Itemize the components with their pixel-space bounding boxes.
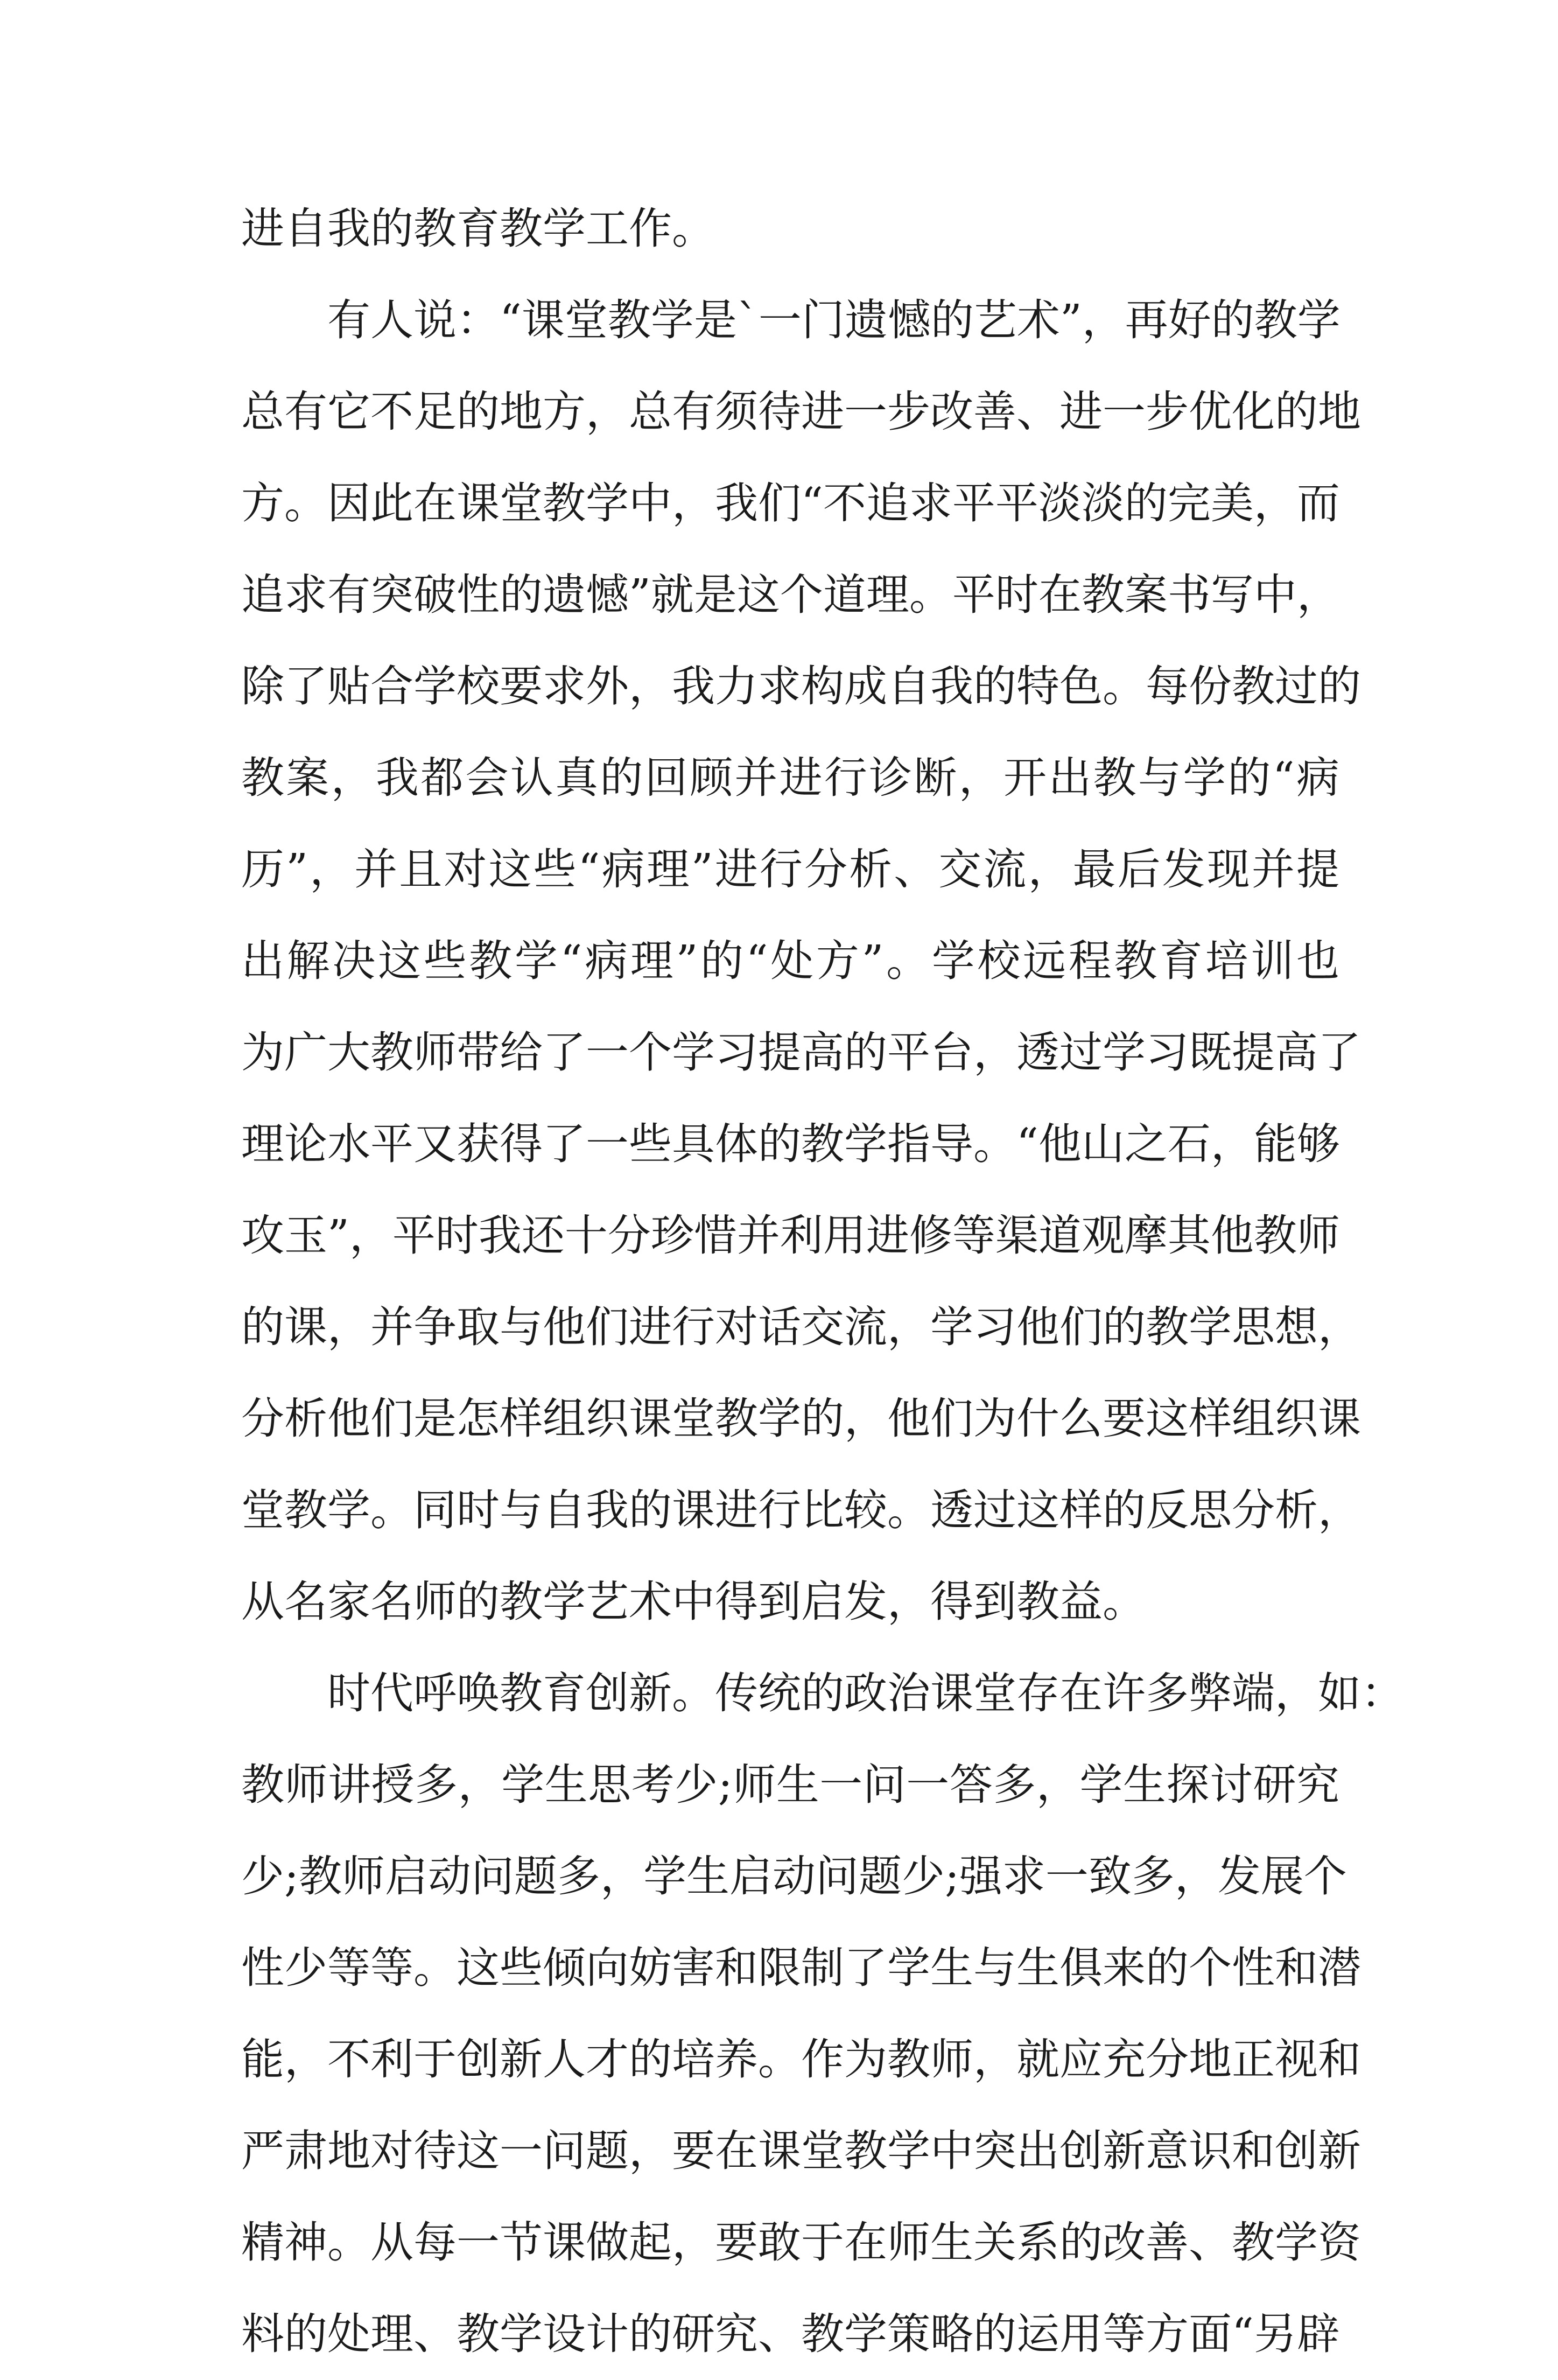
text-line: 的课，并争取与他们进行对话交流，学习他们的教学思想，	[241, 1302, 1361, 1352]
text-line: 除了贴合学校要求外，我力求构成自我的特色。每份教过的	[241, 661, 1361, 711]
text-line: 历”，并且对这些“病理”进行分析、交流，最后发现并提	[241, 844, 1339, 894]
text-line: 总有它不足的地方，总有须待进一步改善、进一步优化的地	[241, 387, 1361, 437]
body-text	[241, 183, 1404, 2380]
paragraph-first-line: 时代呼唤教育创新。传统的政治课堂存在许多弊端，如：	[327, 1668, 1404, 1718]
text-line: 从名家名师的教学艺术中得到启发，得到教益。	[241, 1577, 1146, 1627]
text-line: 攻玉”，平时我还十分珍惜并利用进修等渠道观摩其他教师	[241, 1210, 1340, 1261]
text-line: 出解决这些教学“病理”的“处方”。学校远程教育培训也	[241, 936, 1339, 986]
text-line: 精神。从每一节课做起，要敢于在师生关系的改善、教学资	[241, 2217, 1361, 2267]
text-line: 教案，我都会认真的回顾并进行诊断，开出教与学的“病	[241, 753, 1339, 803]
text-line: 料的处理、教学设计的研究、教学策略的运用等方面“另辟	[241, 2309, 1340, 2359]
text-line: 严肃地对待这一问题，要在课堂教学中突出创新意识和创新	[241, 2126, 1361, 2176]
paragraph-first-line: 有人说：“课堂教学是`一门遗憾的艺术”，再好的教学	[327, 295, 1341, 345]
text-line: 性少等等。这些倾向妨害和限制了学生与生俱来的个性和潜	[241, 1943, 1361, 1993]
text-line: 为广大教师带给了一个学习提高的平台，透过学习既提高了	[241, 1027, 1361, 1077]
text-line: 理论水平又获得了一些具体的教学指导。“他山之石，能够	[241, 1119, 1340, 1169]
text-line: 少;教师启动问题多，学生启动问题少;强求一致多，发展个	[241, 1851, 1347, 1901]
text-line: 进自我的教育教学工作。	[241, 204, 715, 254]
text-line: 分析他们是怎样组织课堂教学的，他们为什么要这样组织课	[241, 1394, 1361, 1444]
text-line: 方。因此在课堂教学中，我们“不追求平平淡淡的完美，而	[241, 478, 1340, 528]
text-line: 能，不利于创新人才的培养。作为教师，就应充分地正视和	[241, 2034, 1361, 2084]
text-line: 堂教学。同时与自我的课进行比较。透过这样的反思分析，	[241, 1485, 1361, 1535]
text-line: 追求有突破性的遗憾”就是这个道理。平时在教案书写中，	[241, 570, 1340, 620]
text-line: 教师讲授多，学生思考少;师生一问一答多，学生探讨研究	[241, 1760, 1339, 1810]
